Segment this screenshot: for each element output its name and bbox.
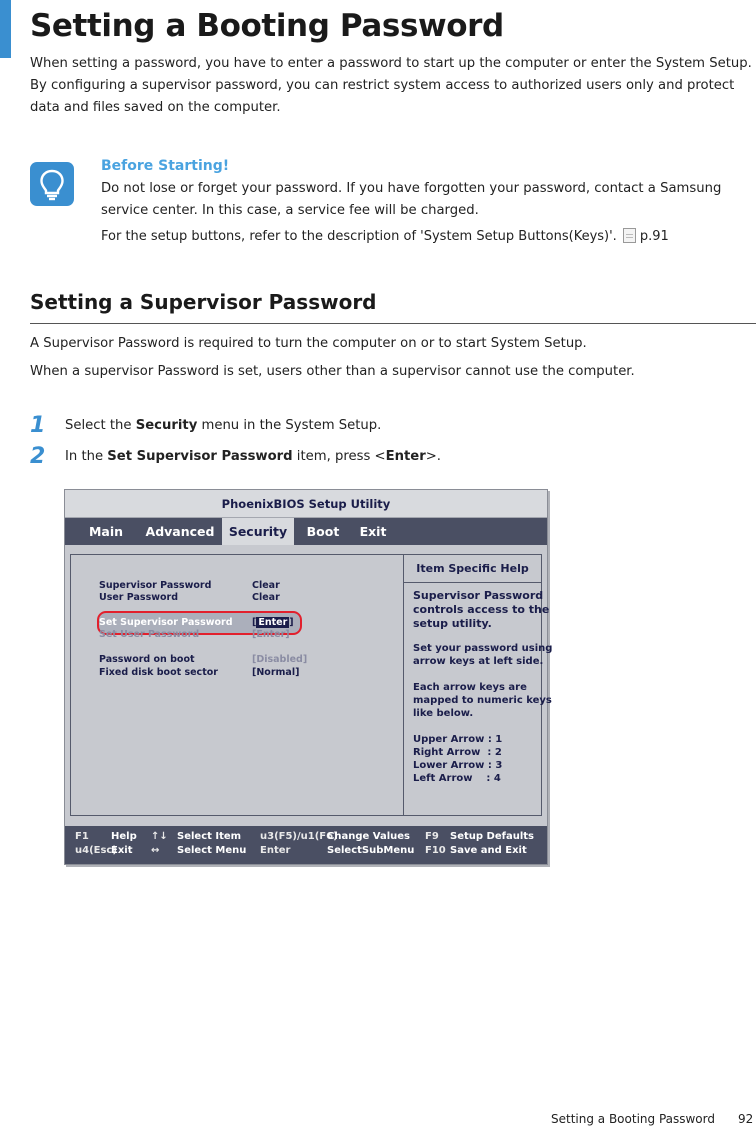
key-action: Select Item	[177, 831, 242, 842]
key-enter: Enter	[260, 845, 291, 856]
help-line: controls access to the	[413, 603, 550, 616]
step-number: 2	[30, 444, 46, 469]
tip-title: Before Starting!	[101, 158, 230, 174]
help-line: arrow keys at left side.	[413, 656, 544, 667]
step-emphasis: Security	[135, 418, 198, 433]
setting-label: Supervisor Password	[99, 580, 212, 591]
section-divider	[30, 323, 756, 324]
key-f9: F9	[425, 831, 439, 842]
key-action: SelectSubMenu	[327, 845, 415, 856]
key-action: Setup Defaults	[450, 831, 534, 842]
page-number: 92	[738, 1112, 754, 1126]
enter-value: Enter	[258, 617, 288, 628]
setting-label: Password on boot	[99, 654, 195, 665]
section-paragraph: A Supervisor Password is required to turn the computer on or to start System Setup.	[30, 336, 587, 351]
help-line: mapped to numeric keys	[413, 695, 552, 706]
footer-label: Setting a Booting Password	[551, 1112, 715, 1126]
step-text: In the	[65, 449, 108, 464]
step-number: 1	[30, 413, 46, 438]
key-action: Save and Exit	[450, 845, 527, 856]
section-paragraph: When a supervisor Password is set, users other than a supervisor cannot use the computer.	[30, 364, 635, 379]
help-line: Left Arrow : 4	[413, 773, 501, 784]
key-f10: F10	[425, 845, 446, 856]
setting-label: Set Supervisor Password	[99, 617, 233, 628]
step-text: >.	[425, 449, 441, 464]
chapter-tab-marker	[0, 0, 11, 58]
step-item	[30, 415, 381, 437]
bios-key-legend	[65, 826, 547, 864]
key-action: Help	[111, 831, 137, 842]
key-action: Change Values	[327, 831, 410, 842]
tip-reference	[101, 227, 669, 247]
help-line: Supervisor Password	[413, 589, 544, 602]
bios-title: PhoenixBIOS Setup Utility	[65, 490, 547, 518]
help-line: like below.	[413, 708, 474, 719]
bios-menu-exit[interactable]: Exit	[359, 524, 387, 539]
key-esc: u4(Esc)	[75, 845, 117, 856]
bios-menu-security[interactable]: Security	[222, 518, 294, 545]
bios-menu-main[interactable]: Main	[88, 524, 124, 539]
setting-value: Clear	[252, 592, 280, 603]
key-change: u3(F5)/u1(F6)	[260, 831, 338, 842]
setting-value: [Normal]	[252, 667, 300, 678]
setting-value: [Enter]	[252, 629, 290, 640]
bios-menu-boot[interactable]: Boot	[306, 524, 340, 539]
page-title: Setting a Booting Password	[30, 8, 504, 44]
help-heading: Item Specific Help	[404, 555, 541, 583]
help-line: Upper Arrow : 1	[413, 734, 503, 745]
help-line: Set your password using	[413, 643, 553, 654]
bios-menu-bar	[65, 518, 547, 545]
tip-text: Do not lose or forget your password. If you have forgotten your password, contact a Samsung service center. In this case, a service fee will be charged.	[101, 181, 722, 218]
step-item	[30, 446, 441, 468]
help-line: Each arrow keys are	[413, 682, 527, 693]
step-text: Select the	[65, 418, 136, 433]
section-title: Setting a Supervisor Password	[30, 290, 377, 314]
bios-setup-screenshot	[64, 489, 553, 865]
key-up-down-icon: ↑↓	[151, 831, 168, 842]
key-action: Select Menu	[177, 845, 247, 856]
setting-label: Set User Password	[99, 629, 200, 640]
setting-label: Fixed disk boot sector	[99, 667, 218, 678]
tip-reference-page[interactable]: p.91	[639, 229, 669, 244]
step-text: item, press <	[292, 449, 386, 464]
help-line: Right Arrow : 2	[413, 747, 502, 758]
setting-label: User Password	[99, 592, 179, 603]
help-line: setup utility.	[413, 617, 492, 630]
setting-value: Clear	[252, 580, 280, 591]
step-emphasis: Set Supervisor Password	[107, 449, 293, 464]
key-f1: F1	[75, 831, 89, 842]
help-line: Lower Arrow : 3	[413, 760, 503, 771]
lightbulb-icon	[30, 162, 74, 206]
bios-panel-divider	[403, 555, 404, 815]
step-emphasis: Enter	[385, 449, 426, 464]
setting-value[interactable]: [ Enter ]	[252, 617, 294, 628]
key-left-right-icon: ↔	[151, 845, 160, 856]
intro-paragraph: When setting a password, you have to enter a password to start up the computer or enter the System Setup. By configuring a supervisor password, you can restrict system access to authorized users only and protect data and files saved on the computer.	[30, 56, 752, 115]
key-action: Exit	[111, 845, 133, 856]
tip-reference-text: For the setup buttons, refer to the description of 'System Setup Buttons(Keys)'.	[101, 229, 617, 244]
step-text: menu in the System Setup.	[197, 418, 382, 433]
bios-panel	[70, 554, 553, 816]
bios-menu-advanced[interactable]: Advanced	[145, 524, 215, 539]
setting-value: [Disabled]	[252, 654, 308, 665]
page-reference-icon	[623, 228, 636, 243]
